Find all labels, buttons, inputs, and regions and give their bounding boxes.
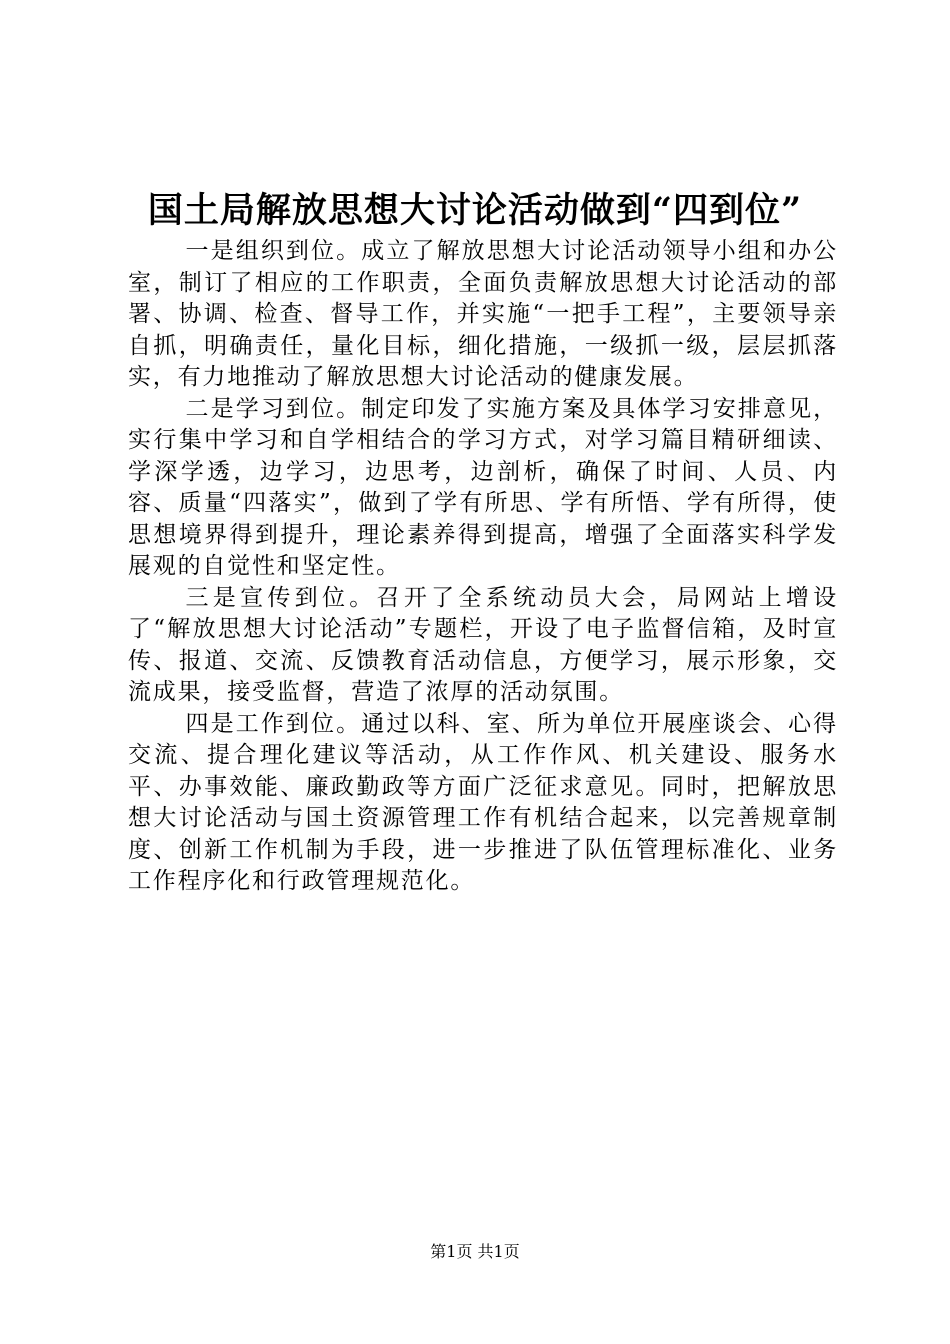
paragraph-publicity: 三是宣传到位。召开了全系统动员大会，局网站上增设了“解放思想大讨论活动”专题栏，开设了电子监督信箱，及时宣传、报道、交流、反馈教育活动信息，方便学习，展示形象，交流成果，接受监督，营造了浓厚的活动氛围。: [128, 584, 838, 705]
paragraph-organization: 一是组织到位。成立了解放思想大讨论活动领导小组和办公室，制订了相应的工作职责，全面负责解放思想大讨论活动的部署、协调、检查、督导工作，并实施“一把手工程”，主要领导亲自抓，明确责任，量化目标，细化措施，一级抓一级，层层抓落实，有力地推动了解放思想大讨论活动的健康发展。: [128, 238, 838, 390]
paragraph-study: 二是学习到位。制定印发了实施方案及具体学习安排意见，实行集中学习和自学相结合的学习方式，对学习篇目精研细读、学深学透，边学习，边思考，边剖析，确保了时间、人员、内容、质量“四落实”，做到了学有所思、学有所悟、学有所得，使思想境界得到提升，理论素养得到提高，增强了全面落实科学发展观的自觉性和坚定性。: [128, 395, 838, 579]
paragraph-work: 四是工作到位。通过以科、室、所为单位开展座谈会、心得交流、提合理化建议等活动，从工作作风、机关建设、服务水平、办事效能、廉政勤政等方面广泛征求意见。同时，把解放思想大讨论活动与国土资源管理工作有机结合起来，以完善规章制度、创新工作机制为手段，进一步推进了队伍管理标准化、业务工作程序化和行政管理规范化。: [128, 710, 838, 894]
page-footer: 第1页 共1页: [430, 1242, 520, 1261]
document-body: [128, 236, 838, 898]
document-title: 国土局解放思想大讨论活动做到“四到位”: [147, 190, 803, 231]
